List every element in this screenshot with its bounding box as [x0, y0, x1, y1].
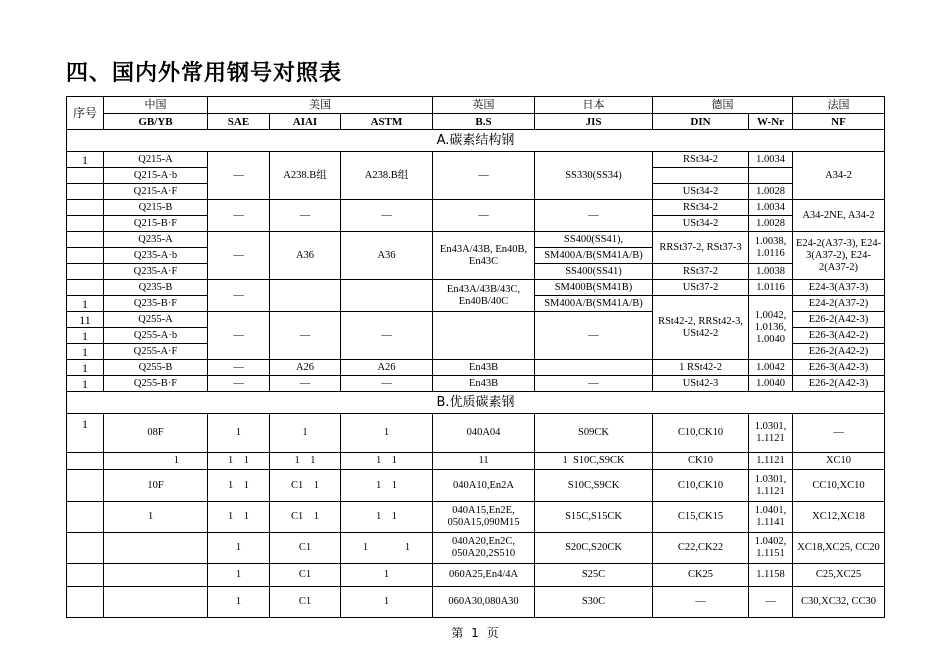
- wnr-cell: 1.0301, 1.1121: [749, 470, 793, 502]
- astm-cell: 1 1: [341, 533, 433, 564]
- jis-cell: SM400B(SM41B): [535, 280, 653, 296]
- sae-cell: —: [208, 312, 270, 360]
- nf-cell: A34-2: [793, 152, 885, 200]
- din-cell: USt34-2: [653, 216, 749, 232]
- nf-cell: E26-3(A42-2): [793, 328, 885, 344]
- header-usa: 美国: [208, 97, 433, 114]
- gb-cell: [104, 587, 208, 618]
- bs-cell: —: [433, 152, 535, 200]
- bs-cell: 060A25,En4/4A: [433, 564, 535, 587]
- gb-cell: Q235-B: [104, 280, 208, 296]
- wnr-cell: 1.0034: [749, 200, 793, 216]
- table-row: [67, 587, 885, 618]
- gb-cell: Q215-A·b: [104, 168, 208, 184]
- sae-cell: 1: [208, 564, 270, 587]
- wnr-cell: 1.1158: [749, 564, 793, 587]
- gb-cell: Q215-A: [104, 152, 208, 168]
- table-row: [67, 232, 885, 248]
- din-cell: RSt37-2: [653, 264, 749, 280]
- gb-cell: Q255-A·b: [104, 328, 208, 344]
- nf-cell: A34-2NE, A34-2: [793, 200, 885, 232]
- gb-cell: Q215-B: [104, 200, 208, 216]
- header-row-countries: [67, 97, 885, 114]
- din-cell: C10,CK10: [653, 470, 749, 502]
- wnr-cell: 1.0028: [749, 184, 793, 200]
- bs-cell: 040A04: [433, 414, 535, 453]
- jis-cell: S15C,S15CK: [535, 502, 653, 533]
- astm-cell: 1 1: [341, 470, 433, 502]
- astm-cell: A26: [341, 360, 433, 376]
- astm-cell: 1: [341, 564, 433, 587]
- seq-cell: [67, 248, 104, 264]
- gb-cell: 1: [104, 502, 208, 533]
- gb-cell: 08F: [104, 414, 208, 453]
- table-row: [67, 564, 885, 587]
- table-row: [67, 152, 885, 168]
- aiai-cell: —: [270, 200, 341, 232]
- jis-cell: SM400A/B(SM41A/B): [535, 248, 653, 264]
- gb-cell: Q215-A·F: [104, 184, 208, 200]
- aiai-cell: —: [270, 376, 341, 392]
- wnr-cell: 1.0402, 1.1151: [749, 533, 793, 564]
- gb-cell: Q215-B·F: [104, 216, 208, 232]
- footer-prefix: 第: [451, 626, 464, 640]
- seq-cell: 1: [67, 376, 104, 392]
- seq-cell: 1: [67, 296, 104, 312]
- sae-cell: —: [208, 232, 270, 280]
- seq-cell: [67, 232, 104, 248]
- seq-cell: 1: [67, 414, 104, 453]
- seq-cell: [67, 533, 104, 564]
- gb-cell: Q235-A·b: [104, 248, 208, 264]
- page-number: 1: [471, 626, 479, 640]
- gb-cell: [104, 533, 208, 564]
- table-row: [67, 200, 885, 216]
- seq-cell: [67, 470, 104, 502]
- aiai-cell: —: [270, 312, 341, 360]
- seq-cell: [67, 587, 104, 618]
- gb-cell: 1: [104, 453, 208, 470]
- jis-cell: [535, 360, 653, 376]
- bs-cell: En43A/43B/43C, En40B/40C: [433, 280, 535, 312]
- jis-cell: S30C: [535, 587, 653, 618]
- seq-cell: [67, 453, 104, 470]
- din-cell: C15,CK15: [653, 502, 749, 533]
- table-row: [67, 533, 885, 564]
- sae-cell: —: [208, 360, 270, 376]
- astm-cell: —: [341, 200, 433, 232]
- page-footer: [0, 624, 950, 641]
- bs-cell: —: [433, 200, 535, 232]
- header-bs: B.S: [433, 114, 535, 130]
- table-row: [67, 470, 885, 502]
- gb-cell: Q235-B·F: [104, 296, 208, 312]
- astm-cell: —: [341, 312, 433, 360]
- seq-cell: 1: [67, 344, 104, 360]
- table-row: [67, 280, 885, 296]
- wnr-cell: [749, 168, 793, 184]
- astm-cell: 1: [341, 587, 433, 618]
- wnr-cell: 1.0034: [749, 152, 793, 168]
- aiai-cell: C1: [270, 587, 341, 618]
- nf-cell: E24-2(A37-3), E24-3(A37-2), E24-2(A37-2): [793, 232, 885, 280]
- gb-cell: Q255-A·F: [104, 344, 208, 360]
- din-cell: 1 RSt42-2: [653, 360, 749, 376]
- section-b-label: B.优质碳素钢: [67, 392, 885, 414]
- seq-cell: 1: [67, 328, 104, 344]
- seq-cell: 1: [67, 360, 104, 376]
- bs-cell: 11: [433, 453, 535, 470]
- astm-cell: 1: [341, 414, 433, 453]
- header-astm: ASTM: [341, 114, 433, 130]
- gb-cell: 10F: [104, 470, 208, 502]
- wnr-cell: 1.0038: [749, 264, 793, 280]
- header-gbyb: GB/YB: [104, 114, 208, 130]
- wnr-cell: 1.1121: [749, 453, 793, 470]
- jis-cell: S10C,S9CK: [535, 470, 653, 502]
- table-row: [67, 453, 885, 470]
- footer-suffix: 页: [486, 626, 499, 640]
- bs-cell: En43B: [433, 376, 535, 392]
- header-aiai: AIAI: [270, 114, 341, 130]
- seq-cell: [67, 200, 104, 216]
- din-cell: CK10: [653, 453, 749, 470]
- seq-cell: [67, 280, 104, 296]
- aiai-cell: A26: [270, 360, 341, 376]
- gb-cell: Q255-B·F: [104, 376, 208, 392]
- aiai-cell: [270, 280, 341, 312]
- astm-cell: A238.B组: [341, 152, 433, 200]
- steel-grade-table: [66, 96, 885, 618]
- din-cell: USt37-2: [653, 280, 749, 296]
- nf-cell: E26-2(A42-3): [793, 376, 885, 392]
- jis-cell: SS400(SS41),: [535, 232, 653, 248]
- bs-cell: En43A/43B, En40B, En43C: [433, 232, 535, 280]
- section-a-label: A.碳素结构钢: [67, 130, 885, 152]
- aiai-cell: C1: [270, 533, 341, 564]
- wnr-cell: 1.0401, 1.1141: [749, 502, 793, 533]
- din-cell: CK25: [653, 564, 749, 587]
- gb-cell: Q235-A: [104, 232, 208, 248]
- din-cell: RRSt37-2, RSt37-3: [653, 232, 749, 264]
- jis-cell: S25C: [535, 564, 653, 587]
- din-cell: RSt34-2: [653, 152, 749, 168]
- sae-cell: 1 1: [208, 470, 270, 502]
- din-cell: RSt34-2: [653, 200, 749, 216]
- astm-cell: [341, 280, 433, 312]
- jis-cell: SS330(SS34): [535, 152, 653, 200]
- aiai-cell: 1: [270, 414, 341, 453]
- wnr-cell: 1.0116: [749, 280, 793, 296]
- gb-cell: Q235-A·F: [104, 264, 208, 280]
- jis-cell: SM400A/B(SM41A/B): [535, 296, 653, 312]
- seq-cell: [67, 216, 104, 232]
- seq-cell: [67, 564, 104, 587]
- bs-cell: En43B: [433, 360, 535, 376]
- table-row: [67, 376, 885, 392]
- sae-cell: 1: [208, 414, 270, 453]
- wnr-cell: —: [749, 587, 793, 618]
- din-cell: —: [653, 587, 749, 618]
- nf-cell: XC12,XC18: [793, 502, 885, 533]
- din-cell: USt34-2: [653, 184, 749, 200]
- jis-cell: S09CK: [535, 414, 653, 453]
- seq-cell: [67, 264, 104, 280]
- wnr-cell: 1.0042, 1.0136, 1.0040: [749, 296, 793, 360]
- nf-cell: XC10: [793, 453, 885, 470]
- header-din: DIN: [653, 114, 749, 130]
- sae-cell: —: [208, 280, 270, 312]
- gb-cell: Q255-B: [104, 360, 208, 376]
- wnr-cell: 1.0038, 1.0116: [749, 232, 793, 264]
- din-cell: RSt42-2, RRSt42-3, USt42-2: [653, 296, 749, 360]
- bs-cell: 060A30,080A30: [433, 587, 535, 618]
- bs-cell: [433, 312, 535, 360]
- sae-cell: —: [208, 200, 270, 232]
- wnr-cell: 1.0301, 1.1121: [749, 414, 793, 453]
- jis-cell: 1 S10C,S9CK: [535, 453, 653, 470]
- seq-cell: [67, 168, 104, 184]
- header-row-standards: [67, 114, 885, 130]
- sae-cell: 1: [208, 533, 270, 564]
- header-japan: 日本: [535, 97, 653, 114]
- nf-cell: XC18,XC25, CC20: [793, 533, 885, 564]
- din-cell: USt42-3: [653, 376, 749, 392]
- astm-cell: 1 1: [341, 453, 433, 470]
- aiai-cell: A238.B组: [270, 152, 341, 200]
- sae-cell: 1: [208, 587, 270, 618]
- astm-cell: 1 1: [341, 502, 433, 533]
- header-france: 法国: [793, 97, 885, 114]
- seq-cell: 11: [67, 312, 104, 328]
- astm-cell: A36: [341, 232, 433, 280]
- jis-cell: —: [535, 200, 653, 232]
- gb-cell: [104, 564, 208, 587]
- astm-cell: —: [341, 376, 433, 392]
- nf-cell: E26-3(A42-3): [793, 360, 885, 376]
- bs-cell: 040A20,En2C, 050A20,2S510: [433, 533, 535, 564]
- sae-cell: 1 1: [208, 502, 270, 533]
- page-title: 四、国内外常用钢号对照表: [66, 61, 343, 86]
- nf-cell: E24-3(A37-3): [793, 280, 885, 296]
- nf-cell: CC10,XC10: [793, 470, 885, 502]
- aiai-cell: C1 1: [270, 470, 341, 502]
- header-wnr: W-Nr: [749, 114, 793, 130]
- jis-cell: —: [535, 376, 653, 392]
- nf-cell: C25,XC25: [793, 564, 885, 587]
- seq-cell: [67, 502, 104, 533]
- wnr-cell: 1.0040: [749, 376, 793, 392]
- gb-cell: Q255-A: [104, 312, 208, 328]
- table-row: [67, 360, 885, 376]
- nf-cell: E26-2(A42-2): [793, 344, 885, 360]
- aiai-cell: 1 1: [270, 453, 341, 470]
- aiai-cell: C1 1: [270, 502, 341, 533]
- jis-cell: SS400(SS41): [535, 264, 653, 280]
- header-seq: 序号: [67, 97, 104, 130]
- aiai-cell: A36: [270, 232, 341, 280]
- header-china: 中国: [104, 97, 208, 114]
- header-jis: JIS: [535, 114, 653, 130]
- nf-cell: E26-2(A42-3): [793, 312, 885, 328]
- nf-cell: E24-2(A37-2): [793, 296, 885, 312]
- din-cell: C10,CK10: [653, 414, 749, 453]
- jis-cell: S20C,S20CK: [535, 533, 653, 564]
- jis-cell: —: [535, 312, 653, 360]
- bs-cell: 040A15,En2E, 050A15,090M15: [433, 502, 535, 533]
- aiai-cell: C1: [270, 564, 341, 587]
- sae-cell: —: [208, 152, 270, 200]
- wnr-cell: 1.0042: [749, 360, 793, 376]
- din-cell: C22,CK22: [653, 533, 749, 564]
- section-heading-b: [67, 392, 885, 414]
- header-germany: 德国: [653, 97, 793, 114]
- table-row: [67, 414, 885, 453]
- wnr-cell: 1.0028: [749, 216, 793, 232]
- section-heading-a: [67, 130, 885, 152]
- nf-cell: C30,XC32, CC30: [793, 587, 885, 618]
- header-uk: 英国: [433, 97, 535, 114]
- nf-cell: —: [793, 414, 885, 453]
- bs-cell: 040A10,En2A: [433, 470, 535, 502]
- header-sae: SAE: [208, 114, 270, 130]
- seq-cell: [67, 184, 104, 200]
- din-cell: [653, 168, 749, 184]
- seq-cell: 1: [67, 152, 104, 168]
- table-row: [67, 502, 885, 533]
- sae-cell: —: [208, 376, 270, 392]
- sae-cell: 1 1: [208, 453, 270, 470]
- header-nf: NF: [793, 114, 885, 130]
